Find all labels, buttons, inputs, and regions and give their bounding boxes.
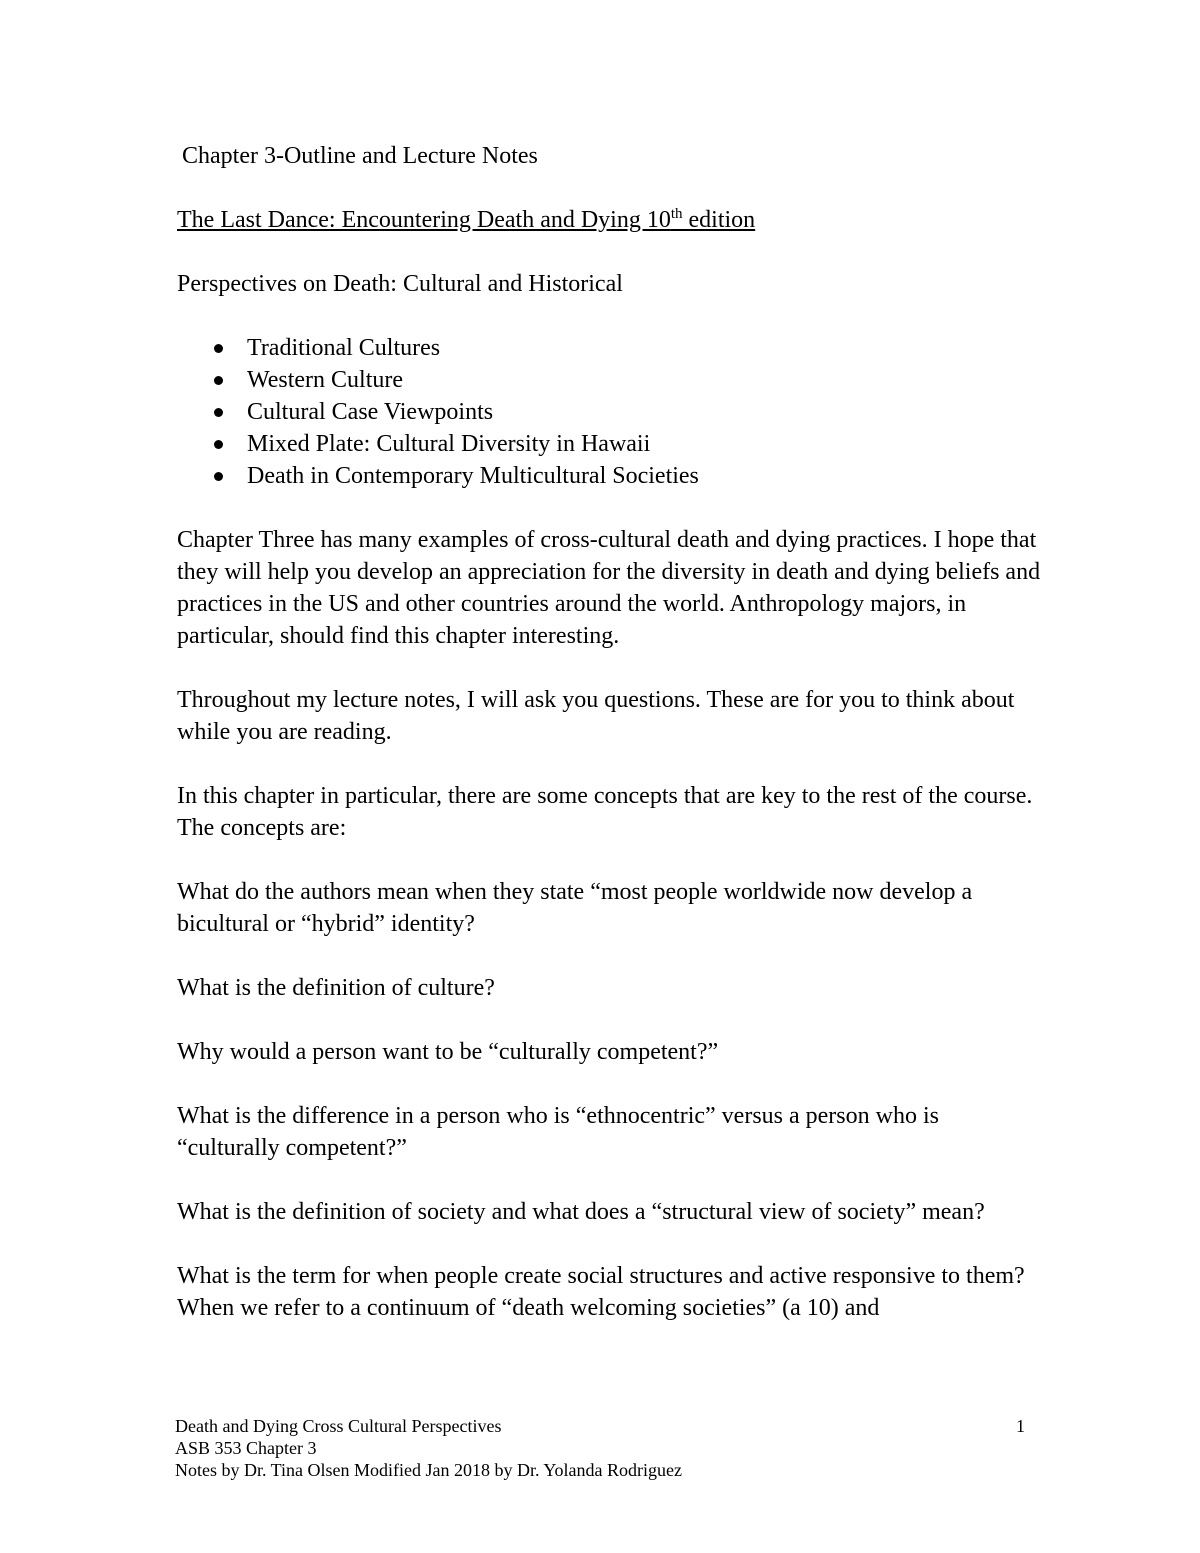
topic-label: Traditional Cultures bbox=[247, 335, 441, 361]
topic-item bbox=[177, 332, 1047, 364]
bullet-icon bbox=[214, 376, 223, 385]
questions-note-paragraph: Throughout my lecture notes, I will ask you questions. These are for you to think about while you are reading. bbox=[177, 687, 1015, 745]
footer-course-title: Death and Dying Cross Cultural Perspectives bbox=[175, 1416, 502, 1436]
question-society-definition: What is the definition of society and what does a “structural view of society” mean? bbox=[177, 1199, 985, 1225]
question-hybrid-identity: What do the authors mean when they state “most people worldwide now develop a bicultural or “hybrid” identity? bbox=[177, 879, 973, 937]
topic-item bbox=[177, 460, 1047, 492]
question-death-continuum: When we refer to a continuum of “death welcoming societies” (a 10) and bbox=[177, 1295, 880, 1321]
book-title-edition: edition bbox=[682, 207, 756, 233]
footer-course-code: ASB 353 Chapter 3 bbox=[175, 1438, 317, 1458]
bullet-icon bbox=[214, 344, 223, 353]
bullet-icon bbox=[214, 408, 223, 417]
topic-label: Western Culture bbox=[247, 367, 404, 393]
footer-credits: Notes by Dr. Tina Olsen Modified Jan 2018 by Dr. Yolanda Rodriguez bbox=[175, 1460, 682, 1480]
topic-item bbox=[177, 428, 1047, 460]
book-title-superscript: th bbox=[670, 206, 683, 222]
topic-item bbox=[177, 364, 1047, 396]
question-culture-definition: What is the definition of culture? bbox=[177, 975, 495, 1001]
book-title bbox=[177, 204, 1047, 236]
section-title: Perspectives on Death: Cultural and Historical bbox=[177, 271, 623, 297]
chapter-heading: Chapter 3-Outline and Lecture Notes bbox=[182, 143, 538, 169]
page-number: 1 bbox=[1016, 1416, 1025, 1436]
question-social-structures: What is the term for when people create social structures and active responsive to them? bbox=[177, 1263, 1025, 1289]
question-cultural-competence: Why would a person want to be “culturally competent?” bbox=[177, 1039, 719, 1065]
topic-list bbox=[177, 332, 1047, 492]
topic-item bbox=[177, 396, 1047, 428]
bullet-icon bbox=[214, 472, 223, 481]
intro-paragraph: Chapter Three has many examples of cross-cultural death and dying practices. I hope that they will help you develop an appreciation for the diversity in death and dying beliefs and practices in the US and other countries around the world. Anthropology majors, in particular, should find this chapter interesting. bbox=[177, 527, 1041, 649]
book-title-main: The Last Dance: Encountering Death and Dying 10 bbox=[177, 207, 671, 233]
key-concepts-paragraph: In this chapter in particular, there are some concepts that are key to the rest of the course. The concepts are: bbox=[177, 783, 1033, 841]
page-footer bbox=[175, 1415, 1025, 1481]
topic-label: Death in Contemporary Multicultural Societies bbox=[247, 463, 699, 489]
document-body bbox=[177, 140, 1047, 1324]
topic-label: Mixed Plate: Cultural Diversity in Hawaii bbox=[247, 431, 651, 457]
question-ethnocentric: What is the difference in a person who is “ethnocentric” versus a person who is “culturally competent?” bbox=[177, 1103, 939, 1161]
topic-label: Cultural Case Viewpoints bbox=[247, 399, 494, 425]
bullet-icon bbox=[214, 440, 223, 449]
